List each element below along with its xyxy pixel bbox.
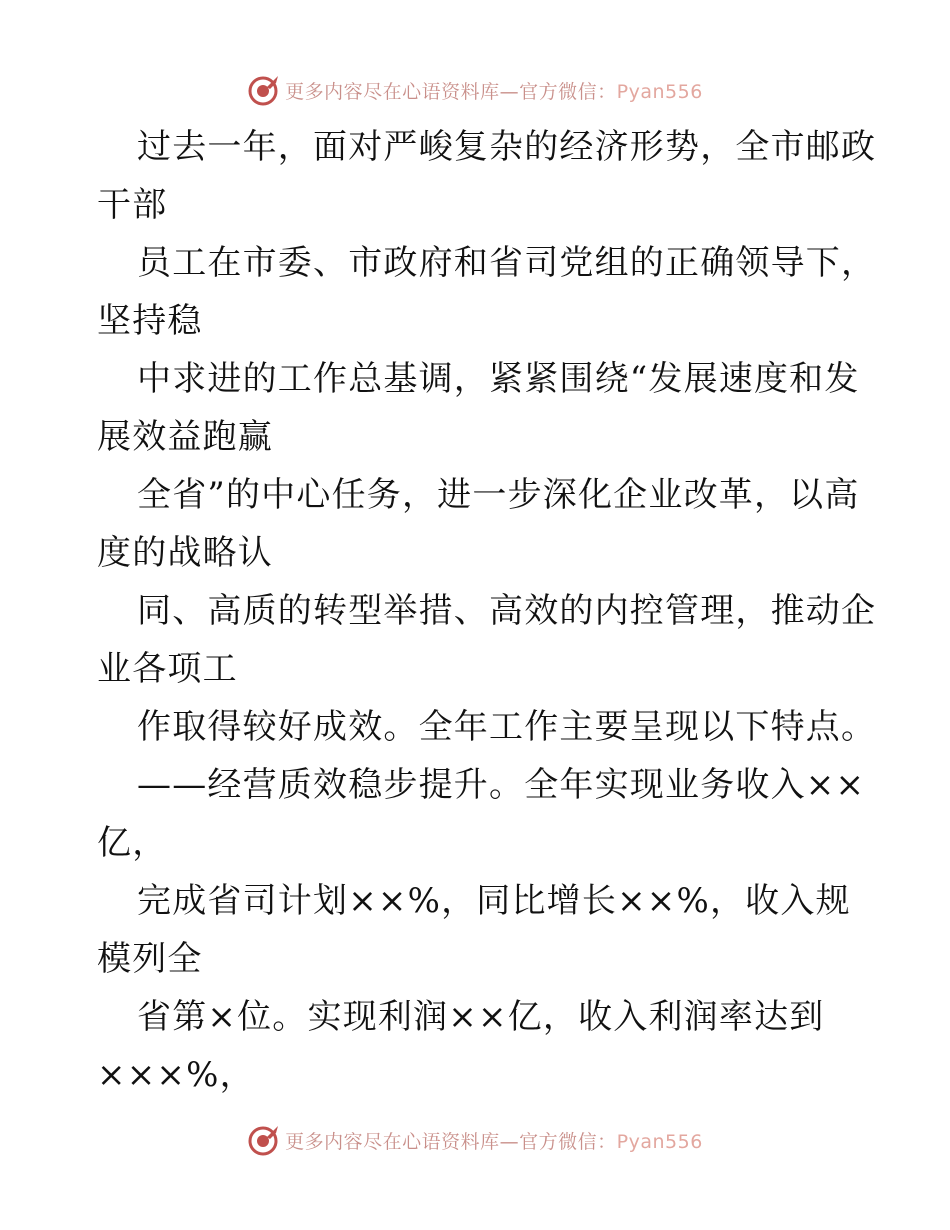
paragraph-line: ——经营质效稳步提升。全年实现业务收入×× xyxy=(137,765,866,805)
quill-logo-icon xyxy=(247,73,281,107)
paragraph-line: 省第×位。实现利润××亿，收入利润率达到 xyxy=(137,997,825,1037)
paragraph-line: 作取得较好成效。全年工作主要呈现以下特点。 xyxy=(137,707,877,747)
paragraph-line: 完成省司计划××%，同比增长××%，收入规 xyxy=(137,881,851,921)
header-watermark xyxy=(0,70,950,110)
footer-watermark xyxy=(0,1120,950,1160)
paragraph-line: 过去一年，面对严峻复杂的经济形势，全市邮政 xyxy=(137,127,877,167)
watermark-text: 更多内容尽在心语资料库—官方微信：Pyan556 xyxy=(285,80,703,103)
paragraph-line: 全省”的中心任务，进一步深化企业改革，以高 xyxy=(137,475,860,515)
paragraph-line: 业各项工 xyxy=(97,649,238,689)
paragraph-line: 员工在市委、市政府和省司党组的正确领导下， xyxy=(137,243,877,283)
paragraph-line: ×××%， xyxy=(97,1055,255,1095)
paragraph-line: 模列全 xyxy=(97,939,203,979)
paragraph-line: 度的战略认 xyxy=(97,533,273,573)
paragraph-line: 中求进的工作总基调，紧紧围绕“发展速度和发 xyxy=(137,359,860,399)
watermark-text: 更多内容尽在心语资料库—官方微信：Pyan556 xyxy=(285,1130,703,1153)
paragraph-line: 展效益跑赢 xyxy=(97,417,273,457)
paragraph-line: 干部 xyxy=(97,185,168,225)
paragraph-line: 坚持稳 xyxy=(97,301,203,341)
paragraph-line: 亿， xyxy=(97,823,168,863)
paragraph-line: 同、高质的转型举措、高效的内控管理，推动企 xyxy=(137,591,877,631)
quill-logo-icon xyxy=(247,1123,281,1157)
